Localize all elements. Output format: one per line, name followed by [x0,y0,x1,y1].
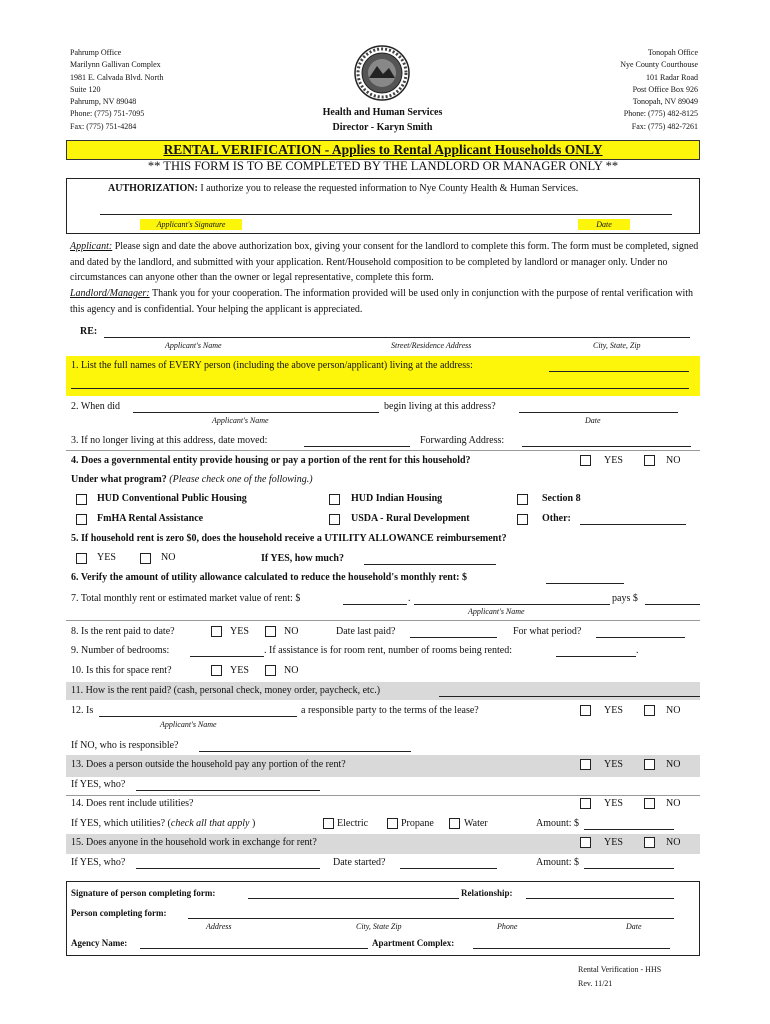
other-program-line[interactable] [580,524,686,525]
fmha-checkbox[interactable] [76,514,87,525]
left-office-line: Suite 120 [70,84,101,94]
applicant-instructions [70,239,700,286]
question-14: 14. Does rent include utilities? [71,798,194,809]
q5-amount-line[interactable] [364,564,496,565]
left-office-line: Phone: (775) 751-7095 [70,109,145,119]
signature-date-label: Date [578,219,630,230]
county-seal [347,44,417,107]
authorization-statement: I authorize you to release the requested information to Nye County Health & Human Services. [200,183,579,194]
q13-yes-label: YES [604,759,623,770]
re-city-label: City, State, Zip [593,341,641,350]
q9-room-rent: . If assistance is for room rent, number of rooms being rented: [264,645,512,656]
q10-no-label: NO [284,665,299,676]
question-3: 3. If no longer living at this address, date moved: [71,435,268,446]
agency-name-label: Agency Name: [71,938,128,948]
hud-checkbox[interactable] [76,494,87,505]
electric-checkbox[interactable] [323,818,334,829]
other-checkbox[interactable] [517,514,528,525]
divider [66,795,700,796]
question-1: 1. List the full names of EVERY person (including the above person/applicant) living at the address: [71,360,473,371]
signature-label: Signature of person completing form: [71,888,216,898]
q7-pays: pays $ [612,593,638,604]
question-5: 5. If household rent is zero $0, does the household receive a UTILITY ALLOWANCE reimbursement? [71,533,507,544]
q6-amount-line[interactable] [546,583,624,584]
question-1-answer-line[interactable] [549,371,689,372]
q14-no-checkbox[interactable] [644,798,655,809]
right-office-line: Post Office Box 926 [632,84,698,94]
question-2-name-line[interactable] [133,412,379,413]
q4-yes-checkbox[interactable] [580,455,591,466]
q13-no-checkbox[interactable] [644,759,655,770]
q8-date-line[interactable] [410,637,497,638]
q5-yes-label: YES [97,552,116,563]
q11-answer-line[interactable] [439,696,700,697]
question-15: 15. Does anyone in the household work in exchange for rent? [71,837,317,848]
department-name: Health and Human Services [322,107,443,118]
other-label: Other: [542,513,571,524]
q9-end-dot: . [636,645,639,656]
right-office-line: Tonopah Office [647,48,698,57]
q15-who: If YES, who? [71,857,126,868]
person-completing-line[interactable] [188,918,674,919]
left-office-line: Pahrump Office [70,48,122,57]
q15-yes-label: YES [604,837,623,848]
re-label: RE: [80,326,98,337]
re-name-label: Applicant's Name [165,341,222,350]
question-2-start: 2. When did [71,401,120,412]
q12-name-line[interactable] [99,716,297,717]
apartment-complex-line[interactable] [473,948,670,949]
forwarding-address-label: Forwarding Address: [420,435,505,446]
footer-revision: Rev. 11/21 [578,979,613,988]
q8-yes-checkbox[interactable] [211,626,222,637]
usda-checkbox[interactable] [329,514,340,525]
question-2-date-label: Date [585,416,601,425]
q12-yes-label: YES [604,705,623,716]
q15-date-line[interactable] [400,868,497,869]
q14-amount-line[interactable] [584,829,674,830]
re-line[interactable] [104,337,690,338]
q8-no-label: NO [284,626,299,637]
q8-period-line[interactable] [596,637,685,638]
question-2-date-line[interactable] [519,412,678,413]
q7-pays-line[interactable] [645,604,700,605]
authorization-label: AUTHORIZATION: [108,183,198,194]
question-2-end: begin living at this address? [384,401,496,412]
person-completing-label: Person completing form: [71,908,167,918]
right-office-line: 101 Radar Road [646,72,698,82]
q15-amount-line[interactable] [584,868,674,869]
q15-no-checkbox[interactable] [644,837,655,848]
q14-which-c: ) [251,818,256,829]
apartment-complex-label: Apartment Complex: [372,938,455,948]
landlord-instructions [70,286,700,317]
hud-label: HUD Conventional Public Housing [97,493,247,504]
right-office-line: Phone: (775) 482-8125 [623,109,698,119]
question-3-date-line[interactable] [304,446,410,447]
signature-line[interactable] [248,898,459,899]
q7-name-line[interactable] [414,604,610,605]
question-6: 6. Verify the amount of utility allowance calculated to reduce the household's monthly rent: $ [71,572,468,583]
left-office-line: Marilynn Gallivan Complex [70,60,161,70]
q12-no-label: NO [666,705,681,716]
question-12-end: a responsible party to the terms of the lease? [301,705,479,716]
right-office-line: Nye County Courthouse [620,60,698,70]
q8-date-last-paid: Date last paid? [336,626,396,637]
q5-no-label: NO [161,552,176,563]
q7-name-label: Applicant's Name [468,607,525,616]
q9-bedrooms-line[interactable] [190,656,264,657]
relationship-label: Relationship: [461,888,513,898]
footer-form-name: Rental Verification - HHS [578,965,662,974]
q7-dot: . [408,593,411,604]
program-question [71,474,313,485]
water-checkbox[interactable] [449,818,460,829]
q12-no-checkbox[interactable] [644,705,655,716]
divider [66,620,700,621]
q12-name-label: Applicant's Name [160,720,217,729]
q8-period: For what period? [513,626,582,637]
q15-amount-label: Amount: $ [536,857,580,868]
question-11: 11. How is the rent paid? (cash, personal check, money order, paycheck, etc.) [71,685,381,696]
person-date-label: Date [626,922,642,931]
propane-label: Propane [401,818,434,829]
fmha-label: FmHA Rental Assistance [97,513,204,524]
question-10: 10. Is this for space rent? [71,665,172,676]
q14-which-utilities [71,818,255,829]
q10-yes-label: YES [230,665,249,676]
section-8-checkbox[interactable] [517,494,528,505]
q12-responsible-line[interactable] [199,751,411,752]
q12-no-who: If NO, who is responsible? [71,740,179,751]
q13-no-label: NO [666,759,681,770]
right-office-line: Fax: (775) 482-7261 [631,121,698,131]
program-question-hint: (Please check one of the following.) [169,474,313,485]
question-7: 7. Total monthly rent or estimated market value of rent: $ [71,593,301,604]
landlord-lead: Landlord/Manager: [70,288,150,299]
agency-name-line[interactable] [140,948,368,949]
form-subtitle: ** THIS FORM IS TO BE COMPLETED BY THE LANDLORD OR MANAGER ONLY ** [147,159,619,173]
question-12-start: 12. Is [71,705,94,716]
forwarding-address-line[interactable] [522,446,691,447]
form-title: RENTAL VERIFICATION - Applies to Rental Applicant Households ONLY [163,142,603,157]
applicant-signature-line[interactable] [100,214,672,215]
question-2-name-label: Applicant's Name [212,416,269,425]
q13-who-line[interactable] [136,790,320,791]
q8-no-checkbox[interactable] [265,626,276,637]
q5-no-checkbox[interactable] [140,553,151,564]
program-question-label: Under what program? [71,474,167,485]
hud-indian-checkbox[interactable] [329,494,340,505]
question-8: 8. Is the rent paid to date? [71,626,175,637]
q14-yes-checkbox[interactable] [580,798,591,809]
re-street-label: Street/Residence Address [391,341,472,350]
hud-indian-label: HUD Indian Housing [351,493,443,504]
person-phone-label: Phone [497,922,518,931]
q5-how-much: If YES, how much? [261,553,344,564]
propane-checkbox[interactable] [387,818,398,829]
q13-who: If YES, who? [71,779,126,790]
q4-no-label: NO [666,455,681,466]
landlord-text: Thank you for your cooperation. The information provided will be used only in conjunction with the purpose of rental verification with this agency and is confidential. Your helping the applicant is appreciated. [70,288,694,315]
question-4: 4. Does a governmental entity provide housing or pay a portion of the rent for this household? [71,455,471,466]
usda-label: USDA - Rural Development [351,513,470,524]
left-office-line: Fax: (775) 751-4284 [70,121,137,131]
question-1-answer-line-2[interactable] [71,388,689,389]
relationship-line[interactable] [526,898,674,899]
applicant-signature-label: Applicant's Signature [140,219,242,230]
question-13: 13. Does a person outside the household pay any portion of the rent? [71,759,346,770]
authorization-text [108,183,578,194]
q12-yes-checkbox[interactable] [580,705,591,716]
section-8-label: Section 8 [542,493,581,504]
q14-which-a: If YES, which utilities? ( [71,818,171,829]
director-name: Director - Karyn Smith [332,122,433,133]
q13-yes-checkbox[interactable] [580,759,591,770]
q4-yes-label: YES [604,455,623,466]
water-label: Water [464,818,488,829]
applicant-lead: Applicant: [70,241,113,252]
q14-no-label: NO [666,798,681,809]
q15-who-line[interactable] [136,868,320,869]
q15-no-label: NO [666,837,681,848]
left-office-line: 1981 E. Calvada Blvd. North [70,72,164,82]
q4-no-checkbox[interactable] [644,455,655,466]
q7-rent-line[interactable] [343,604,407,605]
q14-which-b: check all that apply [170,818,250,829]
left-office-line: Pahrump, NV 89048 [70,97,137,107]
q10-yes-checkbox[interactable] [211,665,222,676]
q10-no-checkbox[interactable] [265,665,276,676]
left-office-address [70,47,163,133]
q9-rooms-line[interactable] [556,656,636,657]
right-office-line: Tonopah, NV 89049 [632,97,698,107]
q5-yes-checkbox[interactable] [76,553,87,564]
q15-yes-checkbox[interactable] [580,837,591,848]
applicant-text: Please sign and date the above authorization box, giving your consent for the landlord to complete this form. The form must be completed, signed and dated by the landlord, and submitted with your application. Rent/Household composition to be completed by landlord or manager only. Under no circumstances can anyone other than the owner or legal representative, complete this form. [70,241,699,283]
q14-amount-label: Amount: $ [536,818,580,829]
divider [66,450,700,451]
q8-yes-label: YES [230,626,249,637]
q15-date-started: Date started? [333,857,386,868]
person-city-label: City, State Zip [356,922,402,931]
q14-yes-label: YES [604,798,623,809]
person-address-label: Address [206,922,232,931]
right-office-address [560,47,698,133]
electric-label: Electric [337,818,369,829]
question-9: 9. Number of bedrooms: [71,645,170,656]
